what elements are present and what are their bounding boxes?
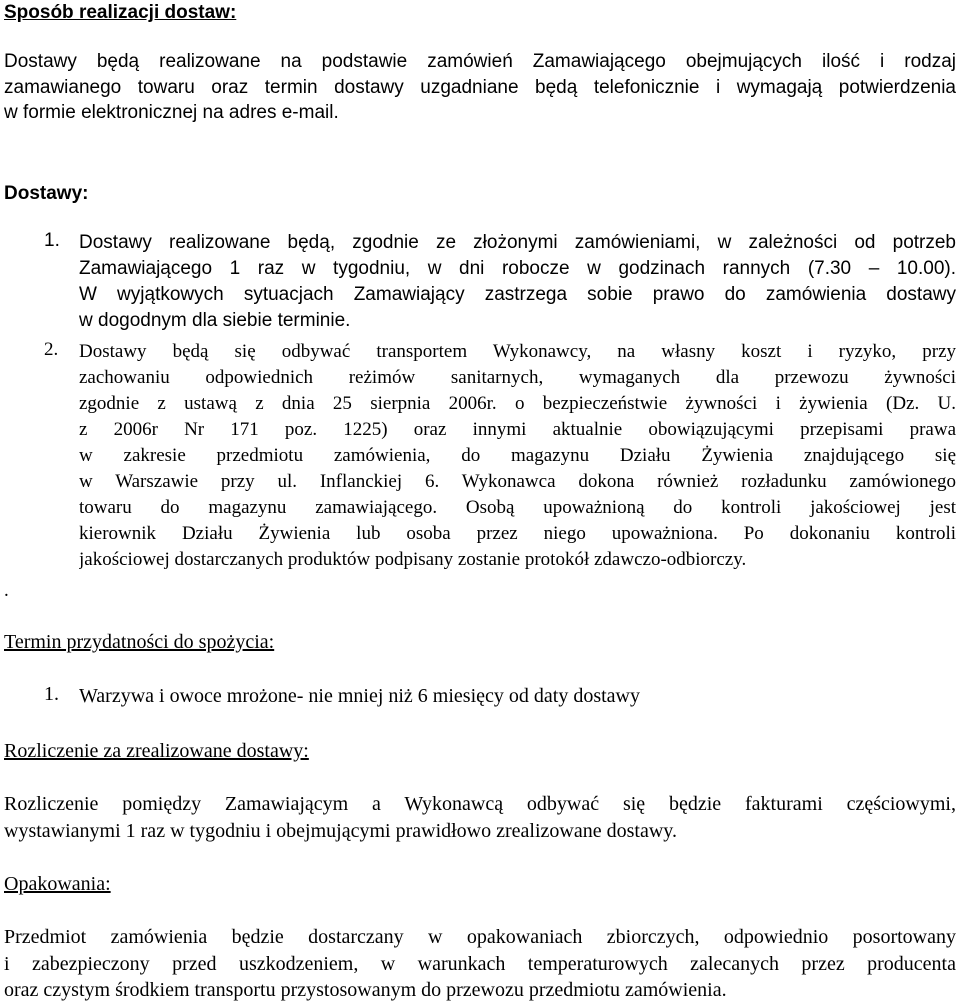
heading-sposob-realizacji: Sposób realizacji dostaw: <box>4 2 237 23</box>
text-line: w formie elektronicznej na adres e-mail. <box>4 102 339 123</box>
text-line: Dostawy będą realizowane na podstawie zamówień Zamawiającego obejmujących ilość i rodzaj <box>4 51 956 72</box>
text-line: zgodnie z ustawą z dnia 25 sierpnia 2006r. o bezpieczeństwie żywności i żywienia (Dz. U. <box>79 393 956 414</box>
text-line: Dostawy realizowane będą, zgodnie ze złożonymi zamówieniami, w zależności od potrzeb <box>79 232 956 253</box>
text-line: kierownik Działu Żywienia lub osoba przez niego upoważniona. Po dokonaniu kontroli <box>79 523 956 544</box>
stray-dot: . <box>4 580 9 601</box>
text-line: w Warszawie przy ul. Inflanckiej 6. Wykonawca dokona również rozładunku zamówionego <box>79 471 956 492</box>
paragraph-rozliczenie <box>4 791 956 845</box>
text-line: Warzywa i owoce mrożone- nie mniej niż 6 miesięcy od daty dostawy <box>79 685 640 707</box>
text-line: jakościowej dostarczanych produktów podpisany zostanie protokół zdawczo-odbiorczy. <box>79 549 747 570</box>
text-line: Przedmiot zamówienia będzie dostarczany w opakowaniach zbiorczych, odpowiednio posortowany <box>4 926 956 948</box>
heading-dostawy: Dostawy: <box>4 183 89 204</box>
text-line: Zamawiającego 1 raz w tygodniu, w dni robocze w godzinach rannych (7.30 – 10.00). <box>79 258 956 279</box>
text-line: w dogodnym dla siebie terminie. <box>79 310 351 331</box>
text-line: towaru do magazynu zamawiającego. Osobą upoważnioną do kontroli jakościowej jest <box>79 497 956 518</box>
paragraph-opakowania <box>4 924 956 1004</box>
list-item-dostawy-1 <box>79 230 956 334</box>
heading-termin-przydatnosci: Termin przydatności do spożycia: <box>4 631 275 653</box>
text-line: W wyjątkowych sytuacjach Zamawiający zastrzega sobie prawo do zamówienia dostawy <box>79 284 956 305</box>
text-line: zachowaniu odpowiednich reżimów sanitarnych, wymaganych dla przewozu żywności <box>79 367 956 388</box>
text-line: i zabezpieczony przed uszkodzeniem, w warunkach temperaturowych zalecanych przez producenta <box>4 952 956 975</box>
list-number: 1. <box>44 683 59 705</box>
text-line: z 2006r Nr 171 poz. 1225) oraz innymi aktualnie obowiązującymi przepisami prawa <box>79 419 956 440</box>
text-line: Rozliczenie pomiędzy Zamawiającym a Wykonawcą odbywać się będzie fakturami częściowymi, <box>4 793 956 815</box>
heading-opakowania: Opakowania: <box>4 873 111 895</box>
list-number: 1. <box>44 230 60 251</box>
list-item-dostawy-2 <box>79 339 956 573</box>
text-line: zamawianego towaru oraz termin dostawy uzgadniane będą telefonicznie i wymagają potwierdzenia <box>4 76 956 98</box>
list-item-termin-1 <box>79 683 956 709</box>
text-line: Dostawy będą się odbywać transportem Wykonawcy, na własny koszt i ryzyko, przy <box>79 341 956 362</box>
list-number: 2. <box>44 339 59 360</box>
text-line: w zakresie przedmiotu zamówienia, do magazynu Działu Żywienia znajdującego się <box>79 445 956 466</box>
paragraph-sposob-realizacji <box>4 49 956 126</box>
text-line: wystawianymi 1 raz w tygodniu i obejmującymi prawidłowo zrealizowane dostawy. <box>4 820 677 842</box>
text-line: oraz czystym środkiem transportu przystosowanym do przewozu przedmiotu zamówienia. <box>4 979 727 1001</box>
heading-rozliczenie: Rozliczenie za zrealizowane dostawy: <box>4 740 309 762</box>
